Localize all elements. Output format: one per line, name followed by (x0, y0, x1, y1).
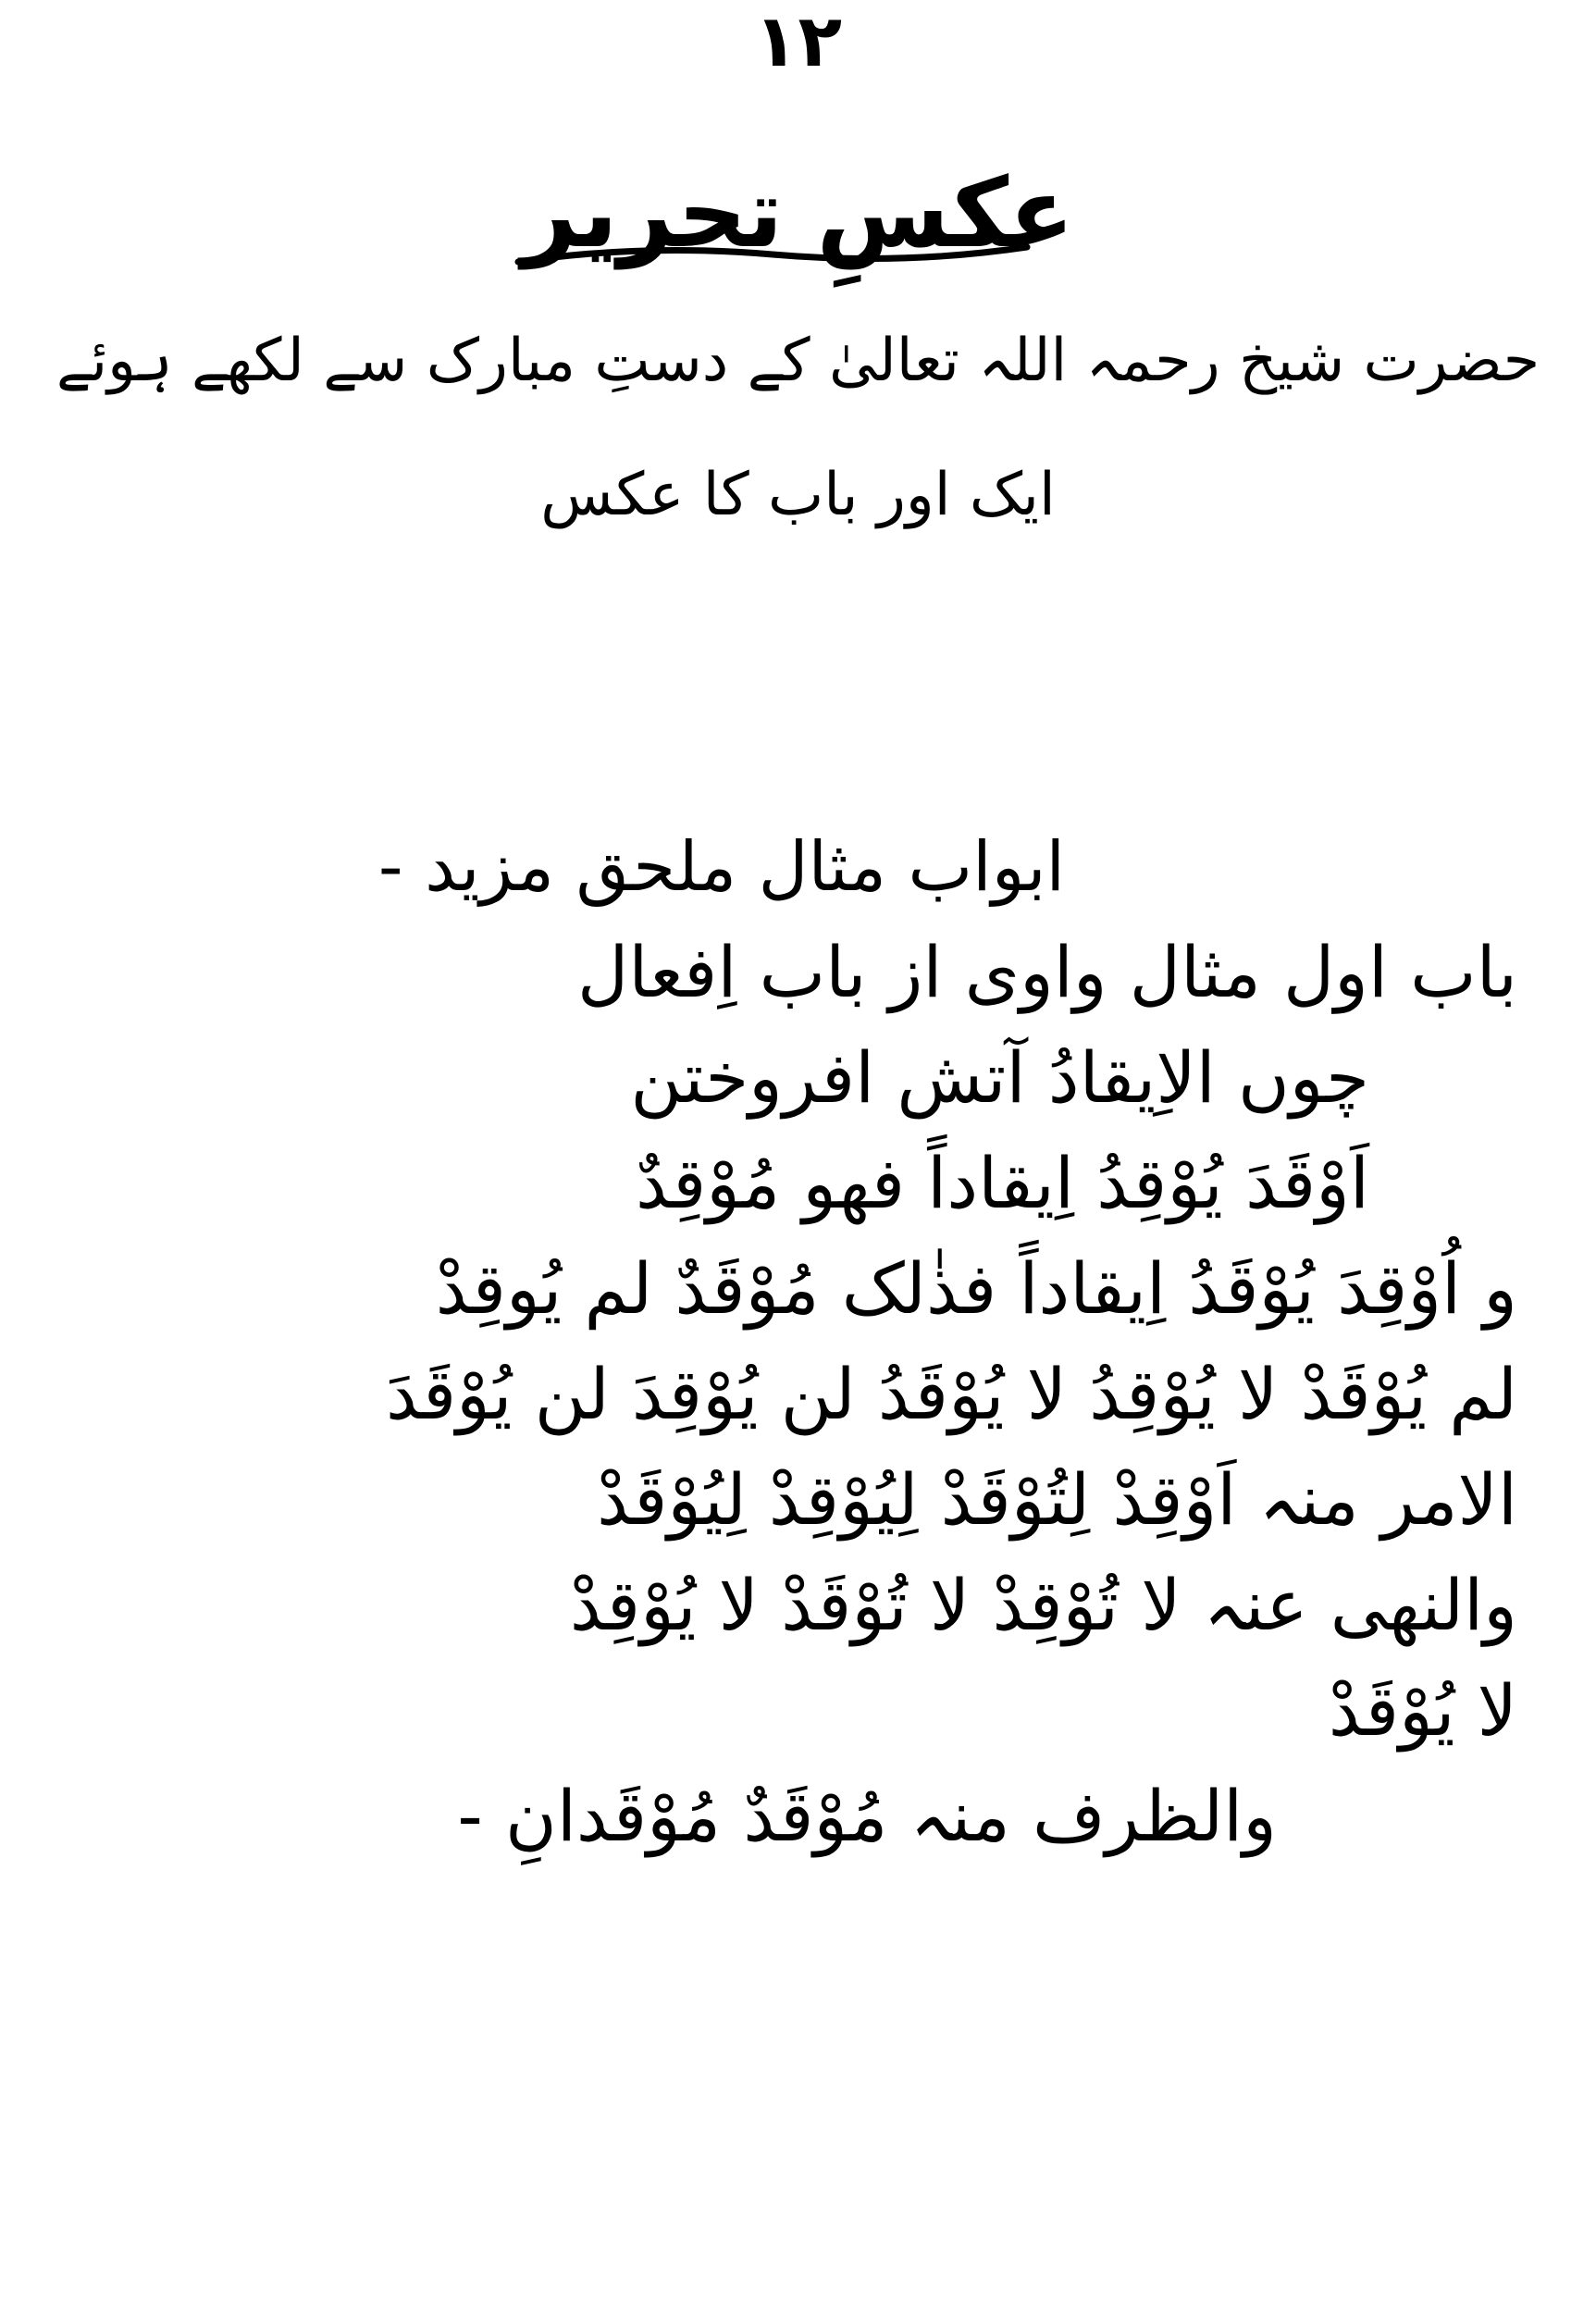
body-line-1: باب اول مثال واوی از باب اِفعال (576, 931, 1517, 1013)
body-line-3: اَوْقَدَ یُوْقِدُ اِیقاداً فھو مُوْقِدٌ (636, 1142, 1369, 1224)
subtitle-line-2: ایک اور باب کا عکس (540, 461, 1056, 529)
body-line-8: لا یُوْقَدْ (1328, 1669, 1517, 1752)
body-line-4: و اُوْقِدَ یُوْقَدُ اِیقاداً فذٰلک مُوْقَدٌ لم یُوقِدْ (435, 1247, 1517, 1330)
body-line-5: لم یُوْقَدْ لا یُوْقِدُ لا یُوْقَدُ لن یُوْقِدَ لن یُوْقَدَ (385, 1353, 1517, 1435)
body-line-2: چوں الاِیقادُ آتش افروختن (630, 1036, 1369, 1119)
body-line-7: والنھی عنہ لا تُوْقِدْ لا تُوْقَدْ لا یُوْقِدْ (569, 1564, 1517, 1646)
page-title: عکسِ تحریر (521, 156, 1075, 269)
subtitle-line-1: حضرت شیخ رحمہ اللہ تعالیٰ کے دستِ مبارک سے لکھے ہوئے (56, 327, 1540, 395)
handwritten-body (74, 814, 1517, 1869)
page-number: ١٢ (753, 0, 843, 83)
section-heading: ابواب مثال ملحق مزید - (377, 827, 1066, 907)
title-underline (513, 236, 1032, 273)
body-line-6: الامر منہ اَوْقِدْ لِتُوْقَدْ لِیُوْقِدْ لِیُوْقَدْ (597, 1458, 1517, 1541)
body-line-9: والظرف منہ مُوْقَدٌ مُوْقَدانِ - (457, 1775, 1277, 1857)
